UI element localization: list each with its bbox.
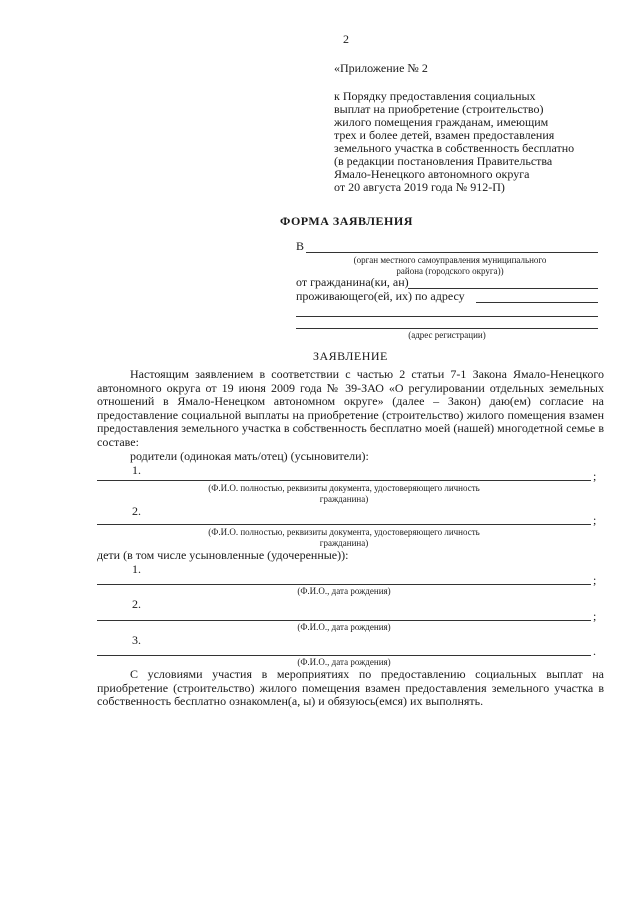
residing-label: проживающего(ей, их) по адресу bbox=[296, 289, 465, 303]
closing-text: С условиями участия в мероприятиях по предоставлению социальных выплат на приобретение (строительство) жилого помещения взамен предоставления земельного участка в собственность бесплатно ознакомлен(а, ы) и обязуюсь(емся) их выполнять. bbox=[97, 667, 604, 709]
parent-2-number: 2. bbox=[132, 504, 141, 518]
child-3-caption: (Ф.И.О., дата рождения) bbox=[297, 657, 391, 667]
closing-paragraph bbox=[97, 668, 604, 709]
children-label: дети (в том числе усыновленные (удочеренные)): bbox=[97, 548, 349, 562]
parent-2-caption-1: (Ф.И.О. полностью, реквизиты документа, удостоверяющего личность bbox=[208, 527, 480, 537]
org-caption-1: (орган местного самоуправления муниципального bbox=[353, 255, 547, 265]
appendix-line-3: выплат на приобретение (строительство) bbox=[334, 102, 544, 116]
appendix-line-4: жилого помещения гражданам, имеющим bbox=[334, 115, 549, 129]
child-1-number: 1. bbox=[132, 562, 141, 576]
child-1-line bbox=[97, 584, 591, 585]
address-line-2 bbox=[296, 328, 598, 329]
form-title: ФОРМА ЗАЯВЛЕНИЯ bbox=[280, 214, 413, 228]
recipient-line bbox=[306, 252, 598, 253]
appendix-line-5: трех и более детей, взамен предоставления bbox=[334, 128, 555, 142]
from-label: от гражданина(ки, ан) bbox=[296, 275, 409, 289]
parent-2-line bbox=[97, 524, 591, 525]
address-caption: (адрес регистрации) bbox=[408, 330, 486, 340]
child-3-end: . bbox=[593, 644, 596, 658]
appendix-line-2: к Порядку предоставления социальных bbox=[334, 89, 536, 103]
child-1-end: ; bbox=[593, 573, 597, 587]
parent-1-line bbox=[97, 480, 591, 481]
page-number: 2 bbox=[343, 32, 349, 46]
org-caption-2: района (городского округа)) bbox=[396, 266, 504, 276]
intro-paragraph bbox=[97, 368, 604, 450]
parent-1-caption-1: (Ф.И.О. полностью, реквизиты документа, удостоверяющего личность bbox=[208, 483, 480, 493]
statement-title: ЗАЯВЛЕНИЕ bbox=[313, 349, 388, 363]
parent-2-caption-2: гражданина) bbox=[319, 538, 369, 548]
residing-line bbox=[476, 302, 598, 303]
appendix-line-8: Ямало-Ненецкого автономного округа bbox=[334, 167, 530, 181]
parent-2-end: ; bbox=[593, 513, 597, 527]
appendix-line-6: земельного участка в собственность бесплатно bbox=[334, 141, 575, 155]
child-2-end: ; bbox=[593, 609, 597, 623]
child-2-line bbox=[97, 620, 591, 621]
parent-1-caption-2: гражданина) bbox=[319, 494, 369, 504]
child-1-caption: (Ф.И.О., дата рождения) bbox=[297, 586, 391, 596]
child-3-number: 3. bbox=[132, 633, 141, 647]
intro-text: Настоящим заявлением в соответствии с частью 2 статьи 7-1 Закона Ямало-Ненецкого автономного округа от 19 июня 2009 года № 39-ЗАО «О регулировании отдельных земельных отношений в Ямало-Ненецком автономном округе» (далее – Закон) даю(ем) согласие на предоставление социальной выплаты на приобретение (строительство) жилого помещения взамен предоставления земельного участка в собственность бесплатно моей (нашей) многодетной семье в составе: bbox=[97, 367, 604, 449]
appendix-line-0: «Приложение № 2 bbox=[334, 61, 428, 75]
parents-label: родители (одинокая мать/отец) (усыновители): bbox=[130, 449, 369, 463]
to-prefix: В bbox=[296, 239, 305, 253]
appendix-line-9: от 20 августа 2019 года № 912-П) bbox=[334, 180, 505, 194]
parent-1-number: 1. bbox=[132, 463, 141, 477]
child-2-number: 2. bbox=[132, 597, 141, 611]
child-3-line bbox=[97, 655, 591, 656]
address-line-1 bbox=[296, 316, 598, 317]
appendix-line-7: (в редакции постановления Правительства bbox=[334, 154, 553, 168]
parent-1-end: ; bbox=[593, 469, 597, 483]
child-2-caption: (Ф.И.О., дата рождения) bbox=[297, 622, 391, 632]
